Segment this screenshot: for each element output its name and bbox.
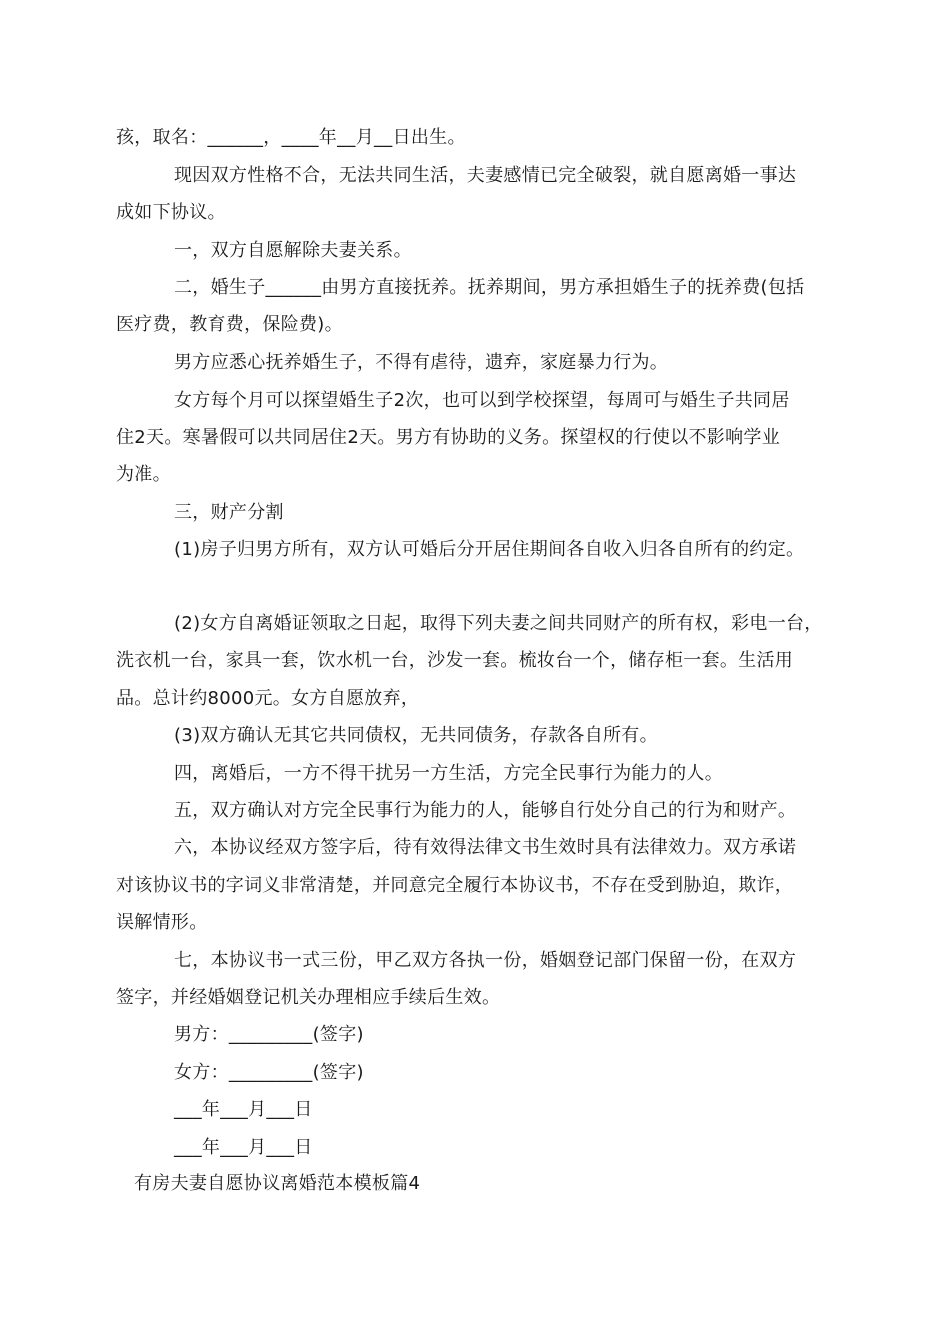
next-template-heading: 有房夫妻自愿协议离婚范本模板篇4 bbox=[134, 1173, 421, 1194]
clause-4: 四，离婚后，一方不得干扰另一方生活，方完全民事行为能力的人。 bbox=[174, 763, 723, 784]
visitation-line-1: 女方每个月可以探望婚生子2次，也可以到学校探望，每周可与婚生子共同居 bbox=[174, 390, 790, 411]
clause-7-line-2: 签字，并经婚姻登记机关办理相应手续后生效。 bbox=[116, 987, 501, 1008]
clause-2-line-2: 医疗费，教育费，保险费)。 bbox=[116, 314, 343, 335]
clause-1: 一，双方自愿解除夫妻关系。 bbox=[174, 240, 412, 261]
property-item-1: (1)房子归男方所有，双方认可婚后分开居住期间各自收入归各自所有的约定。 bbox=[174, 539, 805, 560]
custody-duty-line: 男方应悉心抚养婚生子，不得有虐待，遗弃，家庭暴力行为。 bbox=[174, 352, 669, 373]
property-item-3: (3)双方确认无其它共同债权，无共同债务，存款各自所有。 bbox=[174, 725, 658, 746]
clause-6-line-1: 六，本协议经双方签字后，待有效得法律文书生效时具有法律效力。双方承诺 bbox=[174, 837, 797, 858]
reason-paragraph-line-1: 现因双方性格不合，无法共同生活，夫妻感情已完全破裂，就自愿离婚一事达 bbox=[174, 165, 797, 186]
date-line-1: ___年___月___日 bbox=[174, 1099, 313, 1120]
property-item-2-line-1: (2)女方自离婚证领取之日起，取得下列夫妻之间共同财产的所有权，彩电一台， bbox=[174, 613, 823, 634]
date-line-2: ___年___月___日 bbox=[174, 1137, 313, 1158]
male-signature-line: 男方：_________(签字) bbox=[174, 1024, 364, 1045]
clause-2-line-1: 二，婚生子______由男方直接抚养。抚养期间，男方承担婚生子的抚养费(包括 bbox=[174, 277, 805, 298]
clause-6-line-2: 对该协议书的字词义非常清楚，并同意完全履行本协议书，不存在受到胁迫，欺诈， bbox=[116, 875, 794, 896]
property-item-2-line-2: 洗衣机一台，家具一套，饮水机一台，沙发一套。梳妆台一个，储存柜一套。生活用 bbox=[116, 650, 794, 671]
reason-paragraph-line-2: 成如下协议。 bbox=[116, 202, 226, 223]
clause-3-heading: 三，财产分割 bbox=[174, 502, 284, 523]
clause-5: 五，双方确认对方完全民事行为能力的人，能够自行处分自己的行为和财产。 bbox=[174, 800, 797, 821]
clause-7-line-1: 七，本协议书一式三份，甲乙双方各执一份，婚姻登记部门保留一份，在双方 bbox=[174, 950, 797, 971]
clause-6-line-3: 误解情形。 bbox=[116, 912, 208, 933]
child-name-line: 孩，取名：______，____年__月__日出生。 bbox=[116, 127, 466, 148]
female-signature-line: 女方：_________(签字) bbox=[174, 1062, 364, 1083]
property-item-2-line-3: 品。总计约8000元。女方自愿放弃， bbox=[116, 688, 420, 709]
visitation-line-3: 为准。 bbox=[116, 464, 171, 485]
visitation-line-2: 住2天。寒暑假可以共同居住2天。男方有协助的义务。探望权的行使以不影响学业 bbox=[116, 427, 781, 448]
